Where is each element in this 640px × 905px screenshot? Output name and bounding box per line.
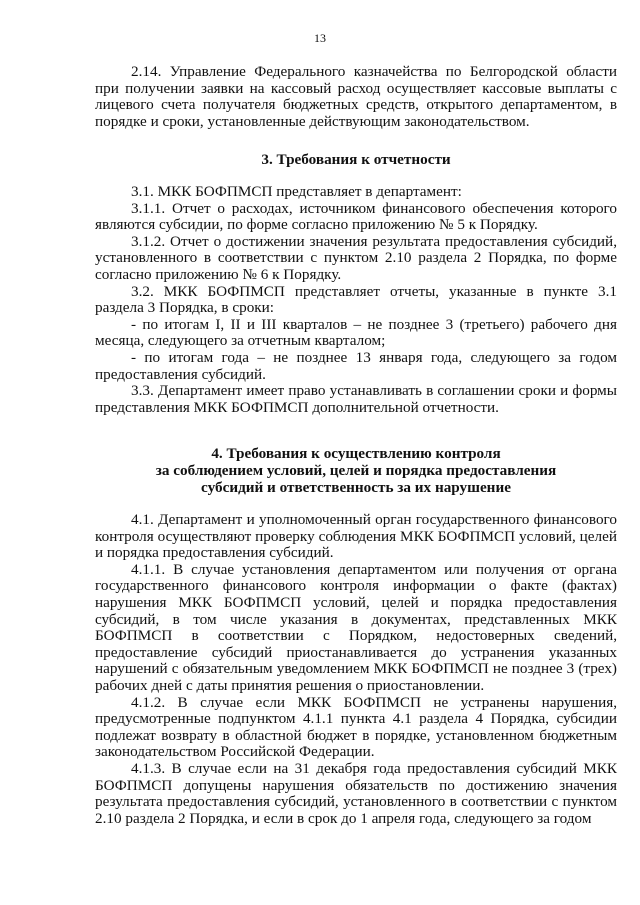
section-3-heading (95, 152, 617, 169)
paragraph-4-1-1: 4.1.1. В случае установления департаментом или получения от органа государственного финансового контроля информации о факте (фактах) нарушения МКК БОФПМСП условий, целей и порядка предоставления субсидий, в том числе указания в документах, представленных МКК БОФПМСП в соответствии с Порядком, недостоверных сведений, предоставление субсидий приостанавливается до устранения указанных нарушений с обязательным уведомлением МКК БОФПМСП не позднее 3 (трех) рабочих дней с даты принятия решения о приостановлении. (95, 560, 617, 694)
paragraph-4-1-3: 4.1.3. В случае если на 31 декабря года предоставления субсидий МКК БОФПМСП допущены нарушения обязательств по достижению значения результата предоставления субсидий, установленного в соответствии с пунктом 2.10 раздела 2 Порядка, и если в срок до 1 апреля года, следующего за годом (95, 759, 617, 827)
section-4-heading (95, 446, 617, 496)
paragraph-3-1-1: 3.1.1. Отчет о расходах, источником финансового обеспечения которого являются субсидии, по форме согласно приложению № 5 к Порядку. (95, 199, 617, 234)
paragraph-3-1-2: 3.1.2. Отчет о достижении значения результата предоставления субсидий, установленного в соответствии с пунктом 2.10 раздела 2 Порядка, по форме согласно приложению № 6 к Порядку. (95, 232, 617, 283)
list-item-quarters: - по итогам I, II и III кварталов – не позднее 3 (третьего) рабочего дня месяца, следующего за отчетным кварталом; (95, 315, 617, 350)
section-4-body (95, 512, 617, 827)
paragraph-3-1: 3.1. МКК БОФПМСП представляет в департамент: (131, 183, 462, 200)
section-title: 3. Требования к отчетности (261, 151, 451, 168)
page-number: 13 (314, 31, 326, 45)
section-title-line-1: 4. Требования к осуществлению контроля (211, 445, 501, 462)
section-3-body (95, 184, 617, 416)
paragraph-4-1: 4.1. Департамент и уполномоченный орган государственного финансового контроля осуществляют проверку соблюдения МКК БОФПМСП условий, целей и порядка предоставления субсидий. (95, 511, 617, 562)
paragraph-2-14 (95, 64, 617, 130)
section-title-line-3: субсидий и ответственность за их нарушение (201, 478, 511, 496)
section-title-line-2: за соблюдением условий, целей и порядка предоставления (155, 461, 557, 479)
paragraph: 2.14. Управление Федерального казначейства по Белгородской области при получении заявки на кассовый расход осуществляет кассовые выплаты с лицевого счета получателя бюджетных средств, открытого департаментом, в порядке и сроки, установленные действующим законодательством. (95, 63, 617, 130)
list-item-year: - по итогам года – не позднее 13 января года, следующего за годом предоставления субсидий. (95, 348, 617, 383)
paragraph-3-3: 3.3. Департамент имеет право устанавливать в соглашении сроки и формы представления МКК БОФПМСП дополнительной отчетности. (95, 382, 617, 416)
paragraph-4-1-2: 4.1.2. В случае если МКК БОФПМСП не устранены нарушения, предусмотренные подпунктом 4.1.1 пункта 4.1 раздела 4 Порядка, субсидии подлежат возврату в областной бюджет в порядке, установленном бюджетным законодательством Российской Федерации. (95, 693, 617, 761)
paragraph-3-2: 3.2. МКК БОФПМСП представляет отчеты, указанные в пункте 3.1 раздела 3 Порядка, в сроки: (95, 282, 617, 317)
